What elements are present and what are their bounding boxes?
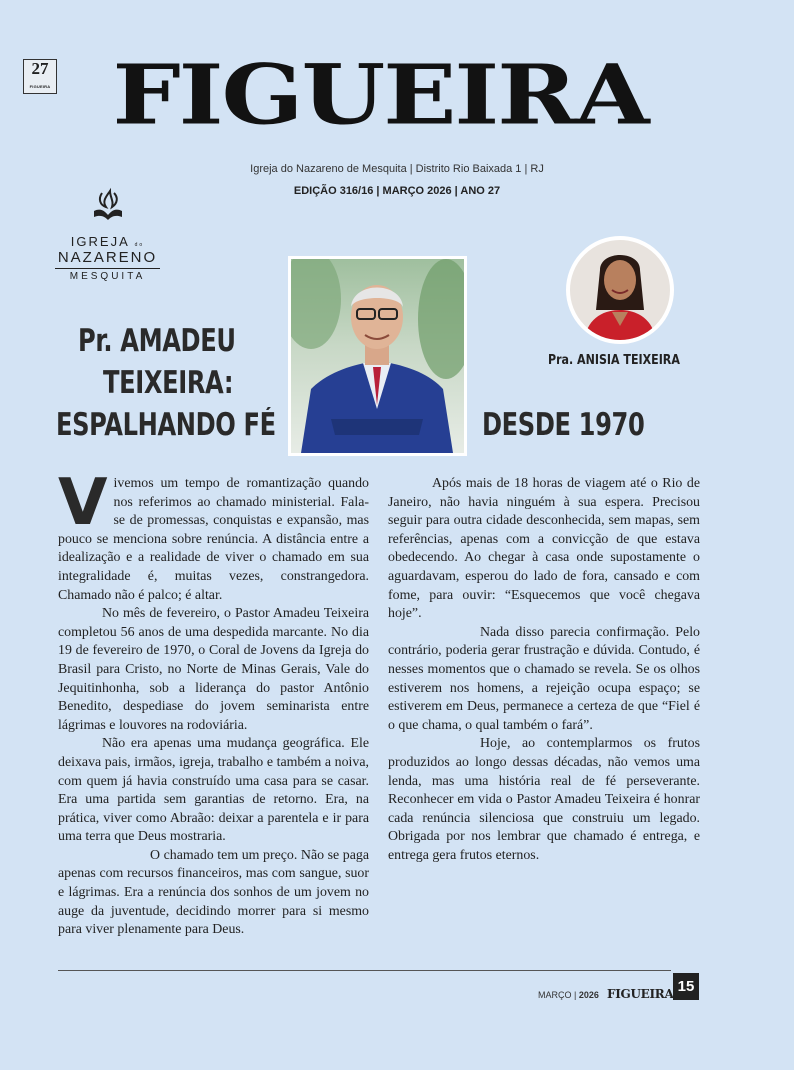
pastor-amadeu-photo [288,256,467,456]
article-paragraph: Nada disso parecia confirmação. Pelo contrário, poderia gerar frustração e dúvida. Contudo, é nesses momentos que o chamado se revela. Se os olhos estiverem nos homens, a rejeição ocupa espaço; se estiverem em Deus, permanece a certeza de que “Fiel é o que chama, o qual também o fará”. [388,624,700,733]
headline-line-1: Pr. AMADEU [78,323,236,359]
headline-line-2: TEIXEIRA: [103,365,234,401]
footer-year: 2026 [578,990,599,1000]
logo-nazareno: NAZARENO [55,249,160,269]
church-logo [55,187,160,282]
paragraph-text: ivemos um tempo de romantização quando nos referimos ao chamado ministerial. Fala-se de promessas, conquistas e expansão, mas pouco se menciona sobre renúncia. A distância entre a idealização e a realidade de viver o chamado em sua integralidade é, muitas vezes, constrangedora. Chamado não é palco; é altar. [58,476,369,603]
logo-mesquita: MESQUITA [69,271,146,282]
masthead-title: FIGUEIRA [112,46,648,144]
article-paragraph: No mês de fevereiro, o Pastor Amadeu Teixeira completou 56 anos de uma despedida marcante. No dia 19 de fevereiro de 1970, o Coral de Jovens da Igreja do Brasil para Cristo, no Norte de Minas Gerais, Vale do Jequitinhonha, sob a liderança do pastor Antônio Benedito, despediase do jovem seminarista entre lágrimas e louvores na rodoviária. [58,606,369,733]
article-column-2-body [388,475,700,865]
headline-line-4: DESDE 1970 [482,407,645,443]
article-paragraph: Hoje, ao contemplarmos os frutos produzidos ao longo dessas décadas, não vemos uma lenda, mas uma história real de fé perseverante. Reconhecer em vida o Pastor Amadeu Teixeira é honrar cada renúncia silenciosa que construiu um legado. Obrigada por nos lembrar que chamado é entrega, e entrega gera frutos eternos. [388,736,700,863]
edition-line: EDIÇÃO 316/16 | MARÇO 2026 | ANO 27 [293,185,501,197]
page-number: 15 [673,973,699,1000]
drop-cap: V [58,466,108,540]
article-paragraph: Após mais de 18 horas de viagem até o Rio de Janeiro, não havia ninguém à sua espera. Precisou seguir para outra cidade desconhecida, sem mapas, sem referências, apenas com a convicção de que estava obedecendo. Ao chegar à casa onde supostamente o aguardavam, esperou do lado de fora, cansado e com fome, para ouvir: “Esquecemos que você chegava hoje”. [388,476,700,622]
footer-rule [58,970,671,971]
secondary-person-caption: Pra. ANISIA TEIXEIRA [548,353,680,368]
masthead-subtitle: Igreja do Nazareno de Mesquita | Distrito Rio Baixada 1 | RJ [250,163,544,175]
headline-line-3: ESPALHANDO FÉ [56,407,276,443]
logo-de: do [134,242,145,248]
article-paragraph [58,466,369,605]
article-paragraph: O chamado tem um preço. Não se paga apenas com recursos financeiros, mas com sangue, suor e lágrimas. Era a renúncia dos sonhos de um jovem no auge da juventude, decidindo morrer para si mesmo para viver plenamente para Deus. [58,847,369,938]
footer-logo: FIGUEIRA [607,987,674,1001]
badge-number: 27 [31,59,49,78]
pastora-anisia-photo [566,236,674,344]
edition-badge [23,59,57,94]
badge-label: FIGUEIRA [29,84,51,89]
flame-icon [80,187,136,227]
article-paragraph: Não era apenas uma mudança geográfica. Ele deixava pais, irmãos, igreja, trabalho e também a noiva, com quem já havia construído uma casa para se casar. Era uma partida sem garantias de retorno. Era, na prática, viver como Abraão: deixar a parentela e ir para uma terra que Deus mostraria. [58,736,369,845]
footer-date: MARÇO | 2026 [538,990,599,1000]
logo-igreja: IGREJA [70,234,130,249]
footer-month: MARÇO [538,990,572,1000]
article-column-1 [58,466,369,940]
